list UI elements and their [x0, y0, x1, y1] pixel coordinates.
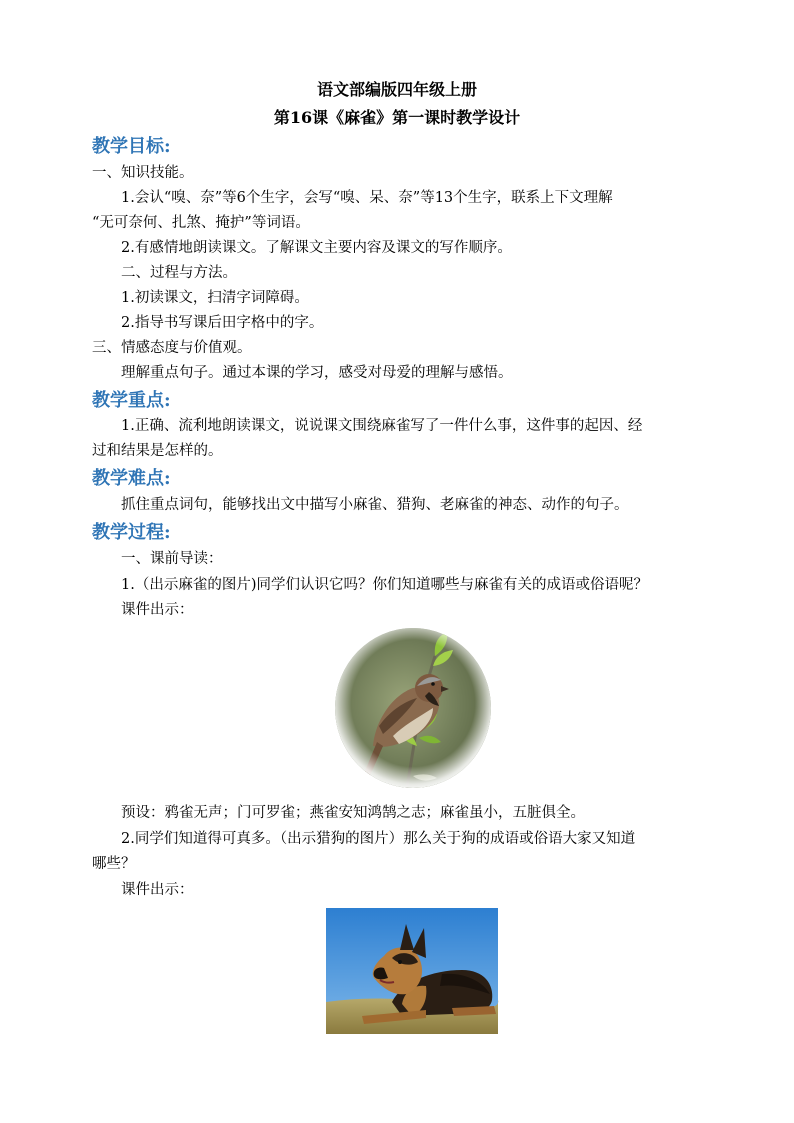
- process-question-2: 2.同学们知道得可真多。（出示猎狗的图片）那么关于狗的成语或俗语大家又知道: [121, 831, 636, 847]
- process-show-label-2: 课件出示：: [121, 882, 194, 898]
- document-subtitle: 第16课《麻雀》第一课时教学设计: [273, 108, 521, 127]
- dog-photo: [322, 904, 502, 1038]
- goals-item-4: 2.指导书写课后田字格中的字。: [121, 315, 324, 331]
- goals-item-1-cont: “无可奈何、扎煞、掩护”等词语。: [92, 215, 310, 231]
- section-heading-process: 教学过程:: [92, 522, 171, 543]
- goals-heading-emotion: 三、情感态度与价值观。: [92, 340, 252, 356]
- sparrow-photo: [333, 626, 493, 798]
- document-title: 语文部编版四年级上册: [316, 80, 477, 99]
- key-points-item-1: 1.正确、流利地朗读课文，说说课文围绕麻雀写了一件什么事，这件事的起因、经: [121, 418, 643, 434]
- process-question-2-cont: 哪些？: [92, 856, 136, 872]
- goals-item-5: 理解重点句子。通过本课的学习，感受对母爱的理解与感悟。: [121, 365, 513, 381]
- goals-item-1: 1.会认“嗅、奈”等6个生字，会写“嗅、呆、奈”等13个生字，联系上下文理解: [121, 190, 613, 206]
- goals-item-3: 1.初读课文，扫清字词障碍。: [121, 290, 309, 306]
- section-heading-key-points: 教学重点:: [92, 390, 171, 411]
- section-heading-difficulties: 教学难点:: [92, 468, 171, 489]
- process-preset: 预设：鸦雀无声；门可罗雀；燕雀安知鸿鹄之志；麻雀虽小，五脏俱全。: [121, 805, 585, 821]
- difficulties-item-1: 抓住重点词句，能够找出文中描写小麻雀、猎狗、老麻雀的神态、动作的句子。: [121, 497, 629, 513]
- process-question-1: 1.（出示麻雀的图片)同学们认识它吗？你们知道哪些与麻雀有关的成语或俗语呢？: [121, 577, 648, 593]
- process-heading-intro: 一、课前导读：: [121, 551, 223, 567]
- goals-heading-process: 二、过程与方法。: [121, 265, 237, 281]
- section-heading-goals: 教学目标:: [92, 136, 171, 157]
- goals-heading-knowledge: 一、知识技能。: [92, 165, 194, 181]
- process-show-label-1: 课件出示：: [121, 602, 194, 618]
- key-points-item-1-cont: 过和结果是怎样的。: [92, 443, 223, 459]
- goals-item-2: 2.有感情地朗读课文。了解课文主要内容及课文的写作顺序。: [121, 240, 512, 256]
